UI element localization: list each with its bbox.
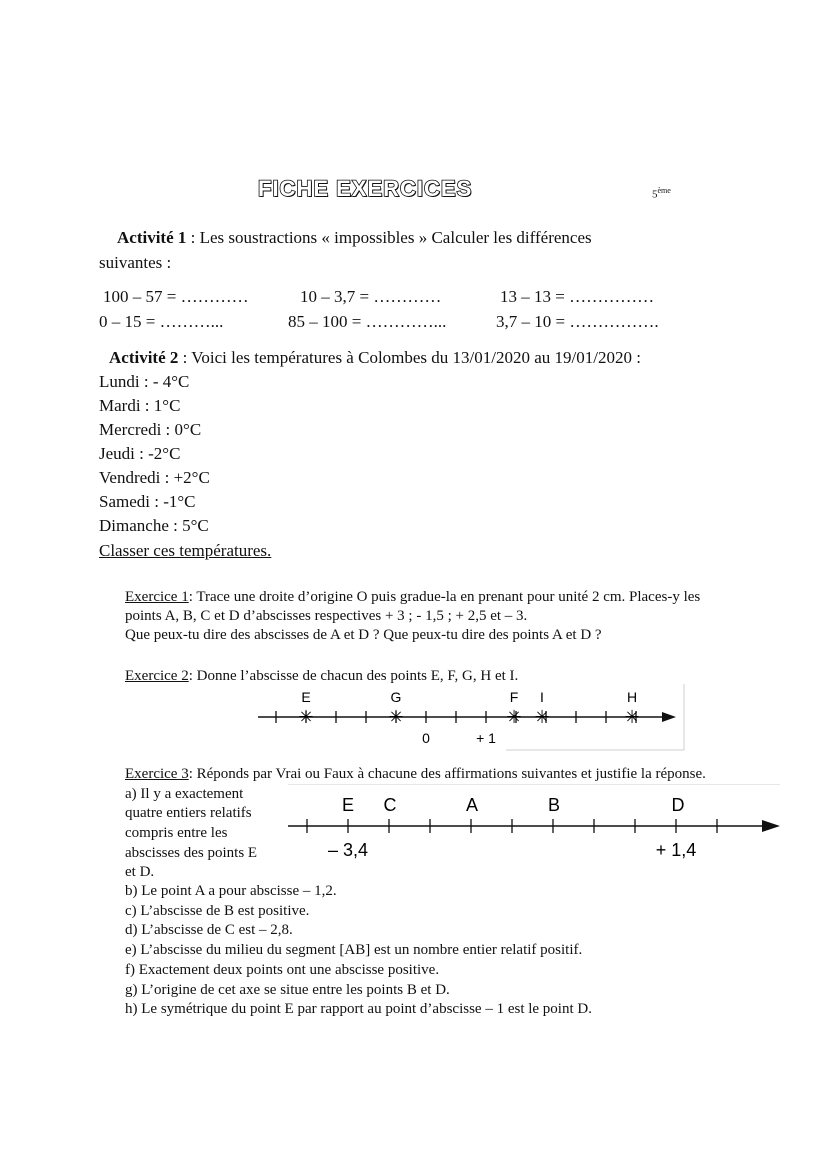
statement-a-line: a) Il y a exactement: [125, 786, 244, 802]
point-label-d: D: [671, 795, 685, 815]
calc-item: 100 – 57 = …………: [103, 287, 249, 306]
activite2-label: Activité 2: [109, 348, 179, 367]
statement-item: f) Exactement deux points ont une abscisse positive.: [125, 962, 440, 978]
exercice3-heading: Exercice 3: Réponds par Vrai ou Faux à chacune des affirmations suivantes et justifie la réponse.: [125, 766, 706, 782]
activite1-text-line2: suivantes :: [99, 253, 172, 272]
tick-label-zero: 0: [422, 730, 430, 746]
tick-label-e-value: – 3,4: [327, 840, 369, 860]
number-line-exercice3: [280, 784, 790, 868]
calc-item: 85 – 100 = …………...: [288, 312, 447, 331]
exercice2-heading: Exercice 2: Donne l’abscisse de chacun des points E, F, G, H et I.: [125, 668, 519, 684]
axis-arrow: [662, 712, 676, 722]
page-title: FICHE EXERCICES: [258, 176, 473, 201]
point-marker: ✳: [534, 707, 550, 727]
statement-a-line: compris entre les: [125, 825, 228, 841]
exercice3-label: Exercice 3: [125, 766, 189, 782]
calc-item: 3,7 – 10 = …………….: [496, 312, 659, 331]
temperature-item: Vendredi : +2°C: [99, 468, 210, 487]
exercice1-label: Exercice 1: [125, 589, 189, 605]
statement-a-line: et D.: [125, 864, 155, 880]
statement-item: g) L’origine de cet axe se situe entre les points B et D.: [125, 982, 450, 998]
statement-item: e) L’abscisse du milieu du segment [AB] est un nombre entier relatif positif.: [125, 942, 583, 958]
point-marker: ✳: [298, 707, 314, 727]
point-label-a: A: [465, 795, 479, 815]
activite2-instruction: Classer ces températures.: [99, 541, 272, 560]
statement-item: b) Le point A a pour abscisse – 1,2.: [125, 883, 337, 899]
statement-a-line: abscisses des points E: [125, 845, 258, 861]
point-marker: ✳: [506, 707, 522, 727]
activite1-heading: [117, 226, 592, 250]
axis-arrow: [762, 820, 780, 832]
temperature-item: Mercredi : 0°C: [99, 420, 202, 439]
activite1-text: : Les soustractions « impossibles » Calculer les différences: [186, 228, 592, 247]
tick-label-plus-one: + 1: [476, 730, 496, 746]
temperature-item: Samedi : -1°C: [99, 492, 196, 511]
exercice2-label: Exercice 2: [125, 668, 189, 684]
exercice1-line1: Exercice 1: Trace une droite d’origine O puis gradue-la en prenant pour unité 2 cm. Places-y les: [125, 589, 701, 605]
statement-item: h) Le symétrique du point E par rapport au point d’abscisse – 1 est le point D.: [125, 1001, 592, 1017]
point-label-g: G: [390, 689, 402, 705]
point-label-b: B: [547, 795, 561, 815]
point-label-i: I: [540, 689, 544, 705]
point-label-e: E: [301, 689, 311, 705]
point-label-h: H: [626, 689, 638, 705]
temperature-item: Dimanche : 5°C: [99, 516, 209, 535]
point-label-e: E: [341, 795, 355, 815]
tick-label-d-value: + 1,4: [655, 840, 697, 860]
temperature-item: Mardi : 1°C: [99, 396, 181, 415]
temperature-item: Jeudi : -2°C: [99, 444, 181, 463]
calc-item: 10 – 3,7 = …………: [300, 287, 442, 306]
activite2-text: : Voici les températures à Colombes du 13/01/2020 au 19/01/2020 :: [178, 348, 641, 367]
point-label-f: F: [509, 689, 519, 705]
exercice1-line3: Que peux-tu dire des abscisses de A et D ? Que peux-tu dire des points A et D ?: [125, 627, 602, 643]
point-marker: ✳: [624, 707, 640, 727]
calc-item: 0 – 15 = ………...: [99, 312, 224, 331]
grade-level: 5ème: [652, 186, 671, 201]
activite1-label: Activité 1: [117, 228, 187, 247]
number-line-exercice2: [250, 684, 690, 752]
statement-a-line: quatre entiers relatifs: [125, 805, 252, 821]
calc-item: 13 – 13 = ……………: [500, 287, 655, 306]
activite2-heading: [109, 346, 641, 370]
statement-item: d) L’abscisse de C est – 2,8.: [125, 922, 293, 938]
point-marker: ✳: [388, 707, 404, 727]
statement-item: c) L’abscisse de B est positive.: [125, 903, 310, 919]
temperature-item: Lundi : - 4°C: [99, 372, 190, 391]
exercice1-line2: points A, B, C et D d’abscisses respectives + 3 ; - 1,5 ; + 2,5 et – 3.: [125, 608, 528, 624]
point-label-c: C: [383, 795, 397, 815]
